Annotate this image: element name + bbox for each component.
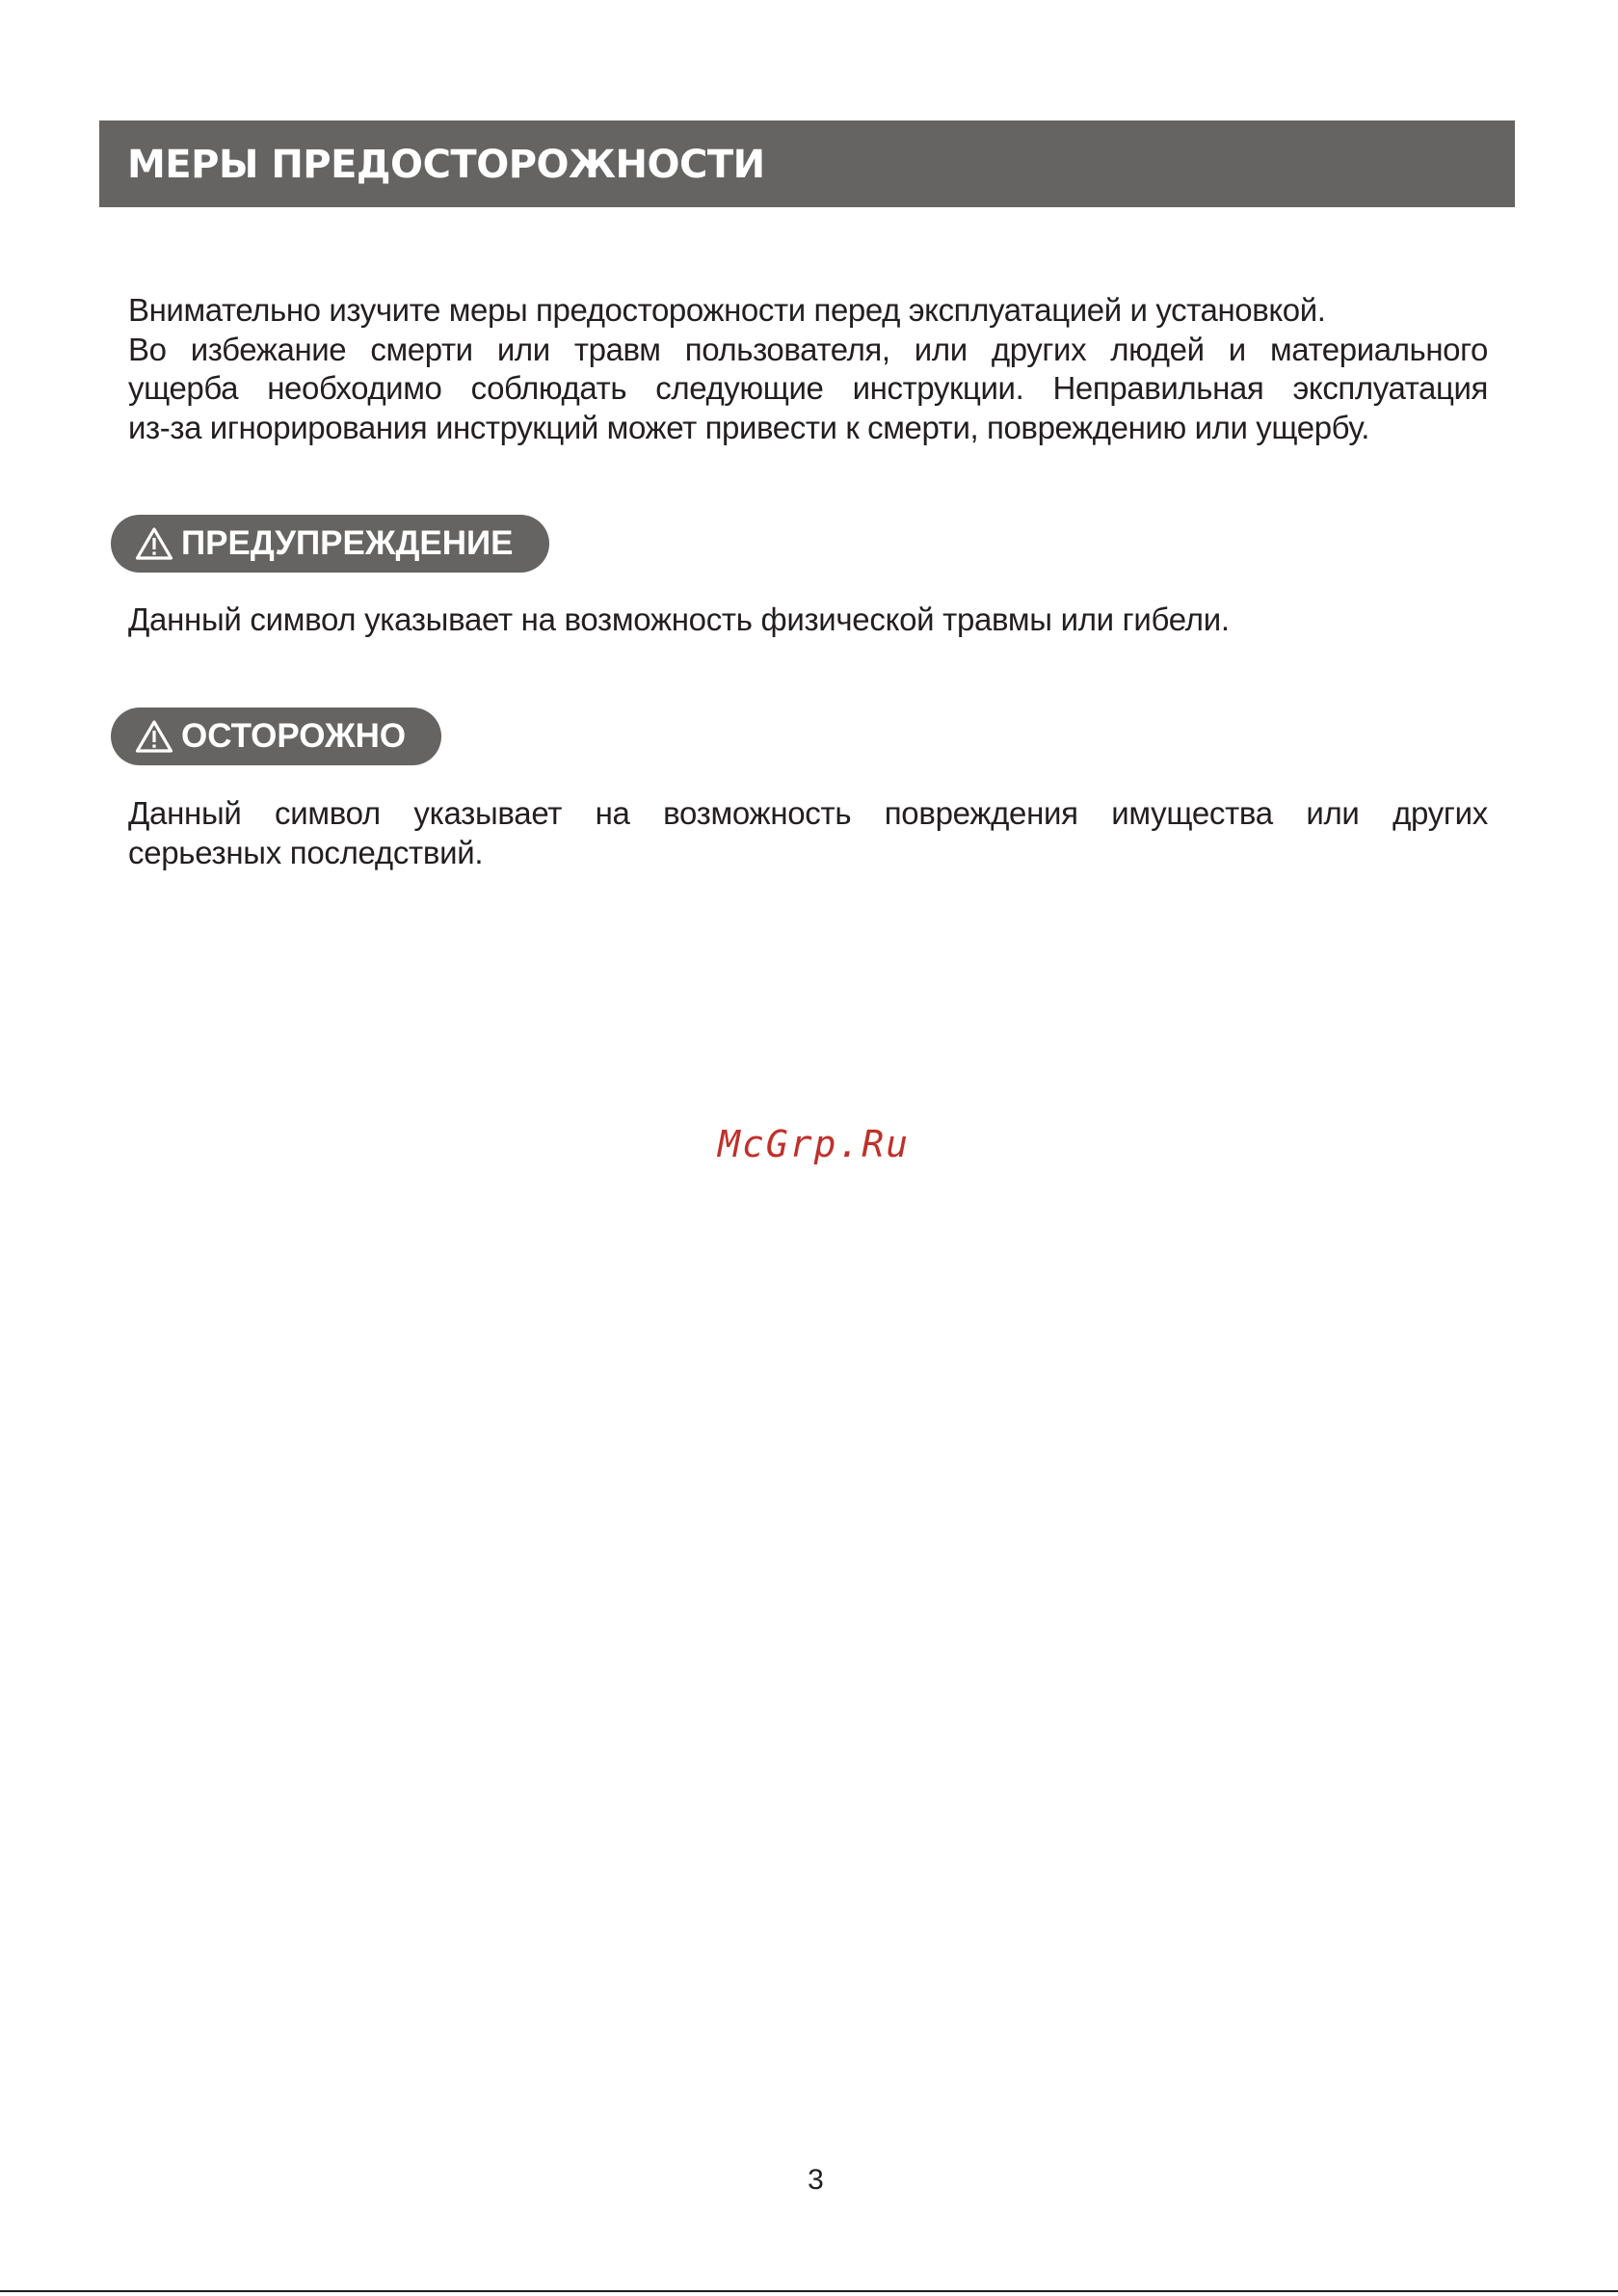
caution-badge-label: ОСТОРОЖНО [181, 717, 407, 755]
intro-line: из-за игнорирования инструкций может привести к смерти, повреждению или ущербу. [128, 409, 1369, 445]
warning-triangle-icon [135, 719, 173, 754]
warning-description [128, 601, 1488, 640]
page-number: 3 [808, 2164, 824, 2196]
watermark: McGrp.Ru [717, 1123, 911, 1165]
section-header-bar [99, 120, 1515, 207]
warning-description-line: Данный символ указывает на возможность физической травмы или гибели. [128, 601, 1230, 637]
caution-badge [111, 707, 441, 765]
caution-description [128, 794, 1488, 872]
caution-description-line: серьезных последствий. [128, 834, 484, 870]
intro-line: ущерба необходимо соблюдать следующие инструкции. Неправильная эксплуатация [128, 370, 1488, 406]
caution-description-line: Данный символ указывает на возможность повреждения имущества или других [128, 795, 1488, 831]
warning-badge [111, 515, 549, 573]
page-title: МЕРЫ ПРЕДОСТОРОЖНОСТИ [127, 143, 765, 187]
bottom-divider [0, 2290, 1618, 2292]
intro-line: Внимательно изучите меры предосторожности перед эксплуатацией и установкой. [128, 292, 1326, 328]
warning-badge-label: ПРЕДУПРЕЖДЕНИЕ [181, 524, 514, 562]
warning-triangle-icon [135, 526, 173, 561]
intro-line: Во избежание смерти или травм пользователя, или других людей и материального [128, 331, 1488, 367]
intro-paragraph [128, 291, 1488, 447]
